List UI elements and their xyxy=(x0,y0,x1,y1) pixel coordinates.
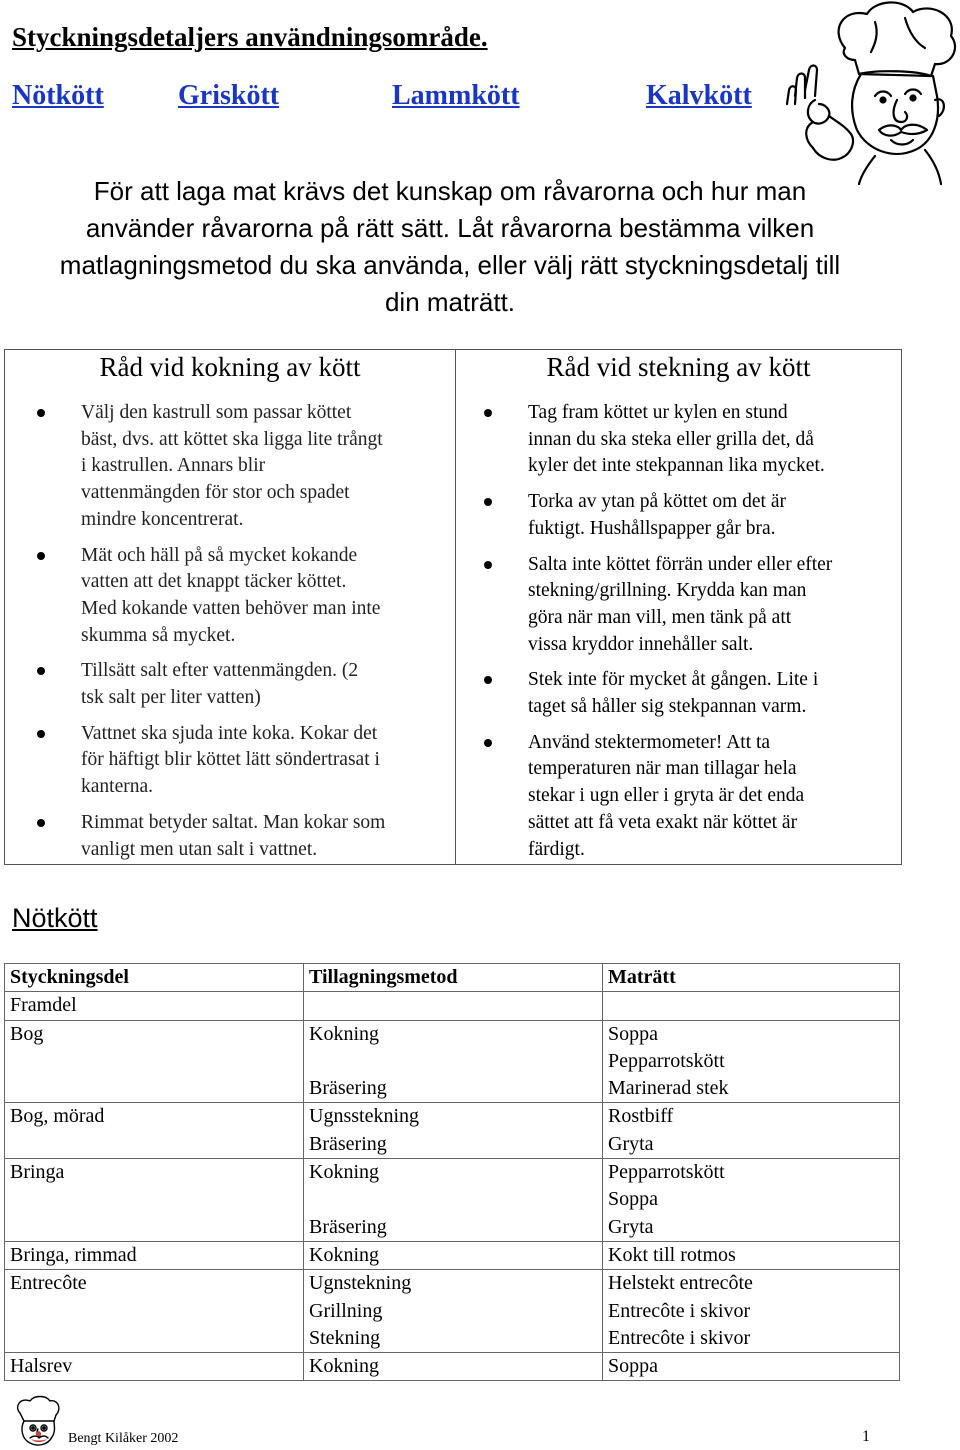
item-line: Välj den kastrull som passar köttet xyxy=(81,402,352,423)
item-line: innan du ska steka eller grilla det, då xyxy=(528,428,814,450)
dish-cell xyxy=(603,1270,900,1353)
method-line: Ugnsstekning xyxy=(309,1105,419,1128)
boiling-advice-heading: Råd vid kokning av kött xyxy=(99,352,361,382)
cut-cell: Entrecôte xyxy=(5,1270,304,1353)
page-number: 1 xyxy=(862,1428,870,1445)
bullet-icon xyxy=(484,739,492,747)
cut-cell: Bringa xyxy=(5,1159,304,1242)
bullet-icon xyxy=(37,667,45,675)
item-line: Stek inte för mycket åt gången. Lite i xyxy=(528,669,819,691)
boiling-advice-list xyxy=(81,400,451,872)
cut-cell: Bog xyxy=(5,1020,304,1103)
method-cell xyxy=(304,1020,603,1103)
item-line: Vattnet ska sjuda inte koka. Kokar det xyxy=(81,722,378,744)
table-row xyxy=(5,1159,900,1242)
method-cell xyxy=(304,1353,603,1381)
nav-link-notkott[interactable]: Nötkött xyxy=(12,80,104,111)
item-line: stekar i ugn eller i gryta är det enda xyxy=(528,785,805,807)
item-line: Använd stektermometer! Att ta xyxy=(528,731,771,753)
item-line: Tillsätt salt efter vattenmängden. (2 xyxy=(81,660,359,682)
intro-line: För att laga mat krävs det kunskap om råvarorna och hur man xyxy=(93,176,807,206)
cut-cell: Bringa, rimmad xyxy=(5,1241,304,1269)
list-item xyxy=(528,400,894,480)
item-line: göra när man vill, men tänk på att xyxy=(528,606,792,628)
dish-line: Rostbiff xyxy=(608,1105,674,1128)
method-line: Grillning xyxy=(309,1299,383,1322)
item-line: för häftigt blir köttet lätt söndertrasat i xyxy=(81,749,380,771)
method-cell xyxy=(304,1159,603,1242)
item-line: tsk salt per liter vatten) xyxy=(81,687,261,709)
list-item xyxy=(81,658,451,711)
intro-line: din maträtt. xyxy=(384,287,516,317)
meat-navigation xyxy=(0,80,800,114)
bullet-icon xyxy=(484,498,492,506)
bullet-icon xyxy=(484,561,492,569)
dish-line: Soppa xyxy=(608,1188,658,1211)
bullet-icon xyxy=(484,409,492,417)
bullet-icon xyxy=(37,730,45,738)
table-row xyxy=(5,1270,900,1353)
table-row xyxy=(5,1020,900,1103)
dish-cell xyxy=(603,1103,900,1159)
item-line: Tag fram köttet ur kylen en stund xyxy=(528,402,788,423)
table-row xyxy=(5,1103,900,1159)
intro-paragraph xyxy=(15,173,885,321)
dish-line: Pepparrotskött xyxy=(608,1049,725,1072)
table-row xyxy=(5,992,900,1020)
item-line: temperaturen när man tillagar hela xyxy=(528,758,797,780)
bullet-icon xyxy=(484,676,492,684)
dish-line: Pepparrotskött xyxy=(608,1161,725,1184)
dish-line: Gryta xyxy=(608,1215,654,1238)
item-line: Mät och häll på så mycket kokande xyxy=(81,544,358,566)
table-row xyxy=(5,1241,900,1269)
method-line: Kokning xyxy=(309,1243,379,1266)
column-header: Styckningsdel xyxy=(5,964,304,992)
method-line xyxy=(309,992,602,1019)
method-line: Stekning xyxy=(309,1326,381,1349)
dish-line xyxy=(608,992,899,1019)
item-line: vanligt men utan salt i vattnet. xyxy=(81,838,318,860)
dish-cell xyxy=(603,1020,900,1103)
intro-line: matlagningsmetod du ska använda, eller välj rätt styckningsdetalj till xyxy=(59,250,841,280)
method-line xyxy=(309,1048,602,1075)
dish-cell xyxy=(603,1241,900,1269)
chef-okay-icon xyxy=(775,0,960,185)
method-line: Bräsering xyxy=(309,1215,387,1238)
method-cell xyxy=(304,1241,603,1269)
dish-line: Entrecôte i skivor xyxy=(608,1299,751,1322)
boiling-advice-column xyxy=(5,350,456,864)
page-title: Styckningsdetaljers användningsområde. xyxy=(12,22,488,52)
method-line: Ugnstekning xyxy=(309,1272,412,1295)
list-item xyxy=(81,400,451,534)
method-line: Bräsering xyxy=(309,1132,387,1155)
item-line: färdigt. xyxy=(528,838,585,860)
item-line: Rimmat betyder saltat. Man kokar som xyxy=(81,811,386,833)
method-cell xyxy=(304,992,603,1020)
column-header: Maträtt xyxy=(603,964,900,992)
dish-line: Soppa xyxy=(608,1022,658,1045)
dish-line: Marinerad stek xyxy=(608,1077,729,1100)
method-line: Kokning xyxy=(309,1355,379,1378)
dish-cell xyxy=(603,992,900,1020)
nav-link-lammkott[interactable]: Lammkött xyxy=(392,80,520,111)
item-line: mindre koncentrerat. xyxy=(81,508,244,530)
dish-cell xyxy=(603,1159,900,1242)
dish-line: Gryta xyxy=(608,1132,654,1155)
nav-link-kalvkott[interactable]: Kalvkött xyxy=(646,80,752,111)
cut-cell: Framdel xyxy=(5,992,304,1020)
bullet-icon xyxy=(37,819,45,827)
item-line: skumma så mycket. xyxy=(81,624,236,646)
method-line: Bräsering xyxy=(309,1077,387,1100)
item-line: fuktigt. Hushållspapper går bra. xyxy=(528,517,776,539)
item-line: vattenmängden för stor och spadet xyxy=(81,482,350,504)
list-item xyxy=(81,721,451,801)
frying-advice-list xyxy=(528,400,894,872)
nav-link-griskott[interactable]: Griskött xyxy=(178,80,280,111)
method-line: Kokning xyxy=(309,1161,379,1184)
dish-line: Kokt till rotmos xyxy=(608,1243,736,1266)
item-line: taget så håller sig stekpannan varm. xyxy=(528,696,807,718)
dish-line: Helstekt entrecôte xyxy=(608,1272,753,1295)
item-line: Salta inte köttet förrän under eller efter xyxy=(528,553,833,575)
cut-cell: Bog, mörad xyxy=(5,1103,304,1159)
frying-advice-column xyxy=(456,350,901,864)
table-header-row xyxy=(5,964,900,992)
bullet-icon xyxy=(37,552,45,560)
list-item xyxy=(528,489,894,542)
chef-face-icon xyxy=(6,1395,66,1450)
item-line: kanterna. xyxy=(81,776,154,798)
dish-cell xyxy=(603,1353,900,1381)
table-row xyxy=(5,1353,900,1381)
item-line: vatten att det knappt täcker köttet. xyxy=(81,571,347,593)
item-line: sättet att få veta exakt när köttet är xyxy=(528,811,798,833)
list-item xyxy=(81,810,451,863)
method-line xyxy=(309,1186,602,1213)
method-cell xyxy=(304,1270,603,1353)
item-line: Torka av ytan på köttet om det är xyxy=(528,491,787,513)
cut-cell: Halsrev xyxy=(5,1353,304,1381)
dish-line: Entrecôte i skivor xyxy=(608,1326,751,1349)
bullet-icon xyxy=(37,409,45,417)
dish-line: Soppa xyxy=(608,1355,658,1378)
section-heading-notkott: Nötkött xyxy=(12,903,98,933)
item-line: Med kokande vatten behöver man inte xyxy=(81,597,381,619)
item-line: bäst, dvs. att köttet ska ligga lite trångt xyxy=(81,428,383,450)
item-line: i kastrullen. Annars blir xyxy=(81,455,266,477)
list-item xyxy=(528,667,894,720)
item-line: stekning/grillning. Krydda kan man xyxy=(528,580,807,602)
advice-table xyxy=(4,349,902,865)
item-line: vissa kryddor innehåller salt. xyxy=(528,633,754,655)
method-line: Kokning xyxy=(309,1022,379,1045)
footer-author: Bengt Kilåker 2002 xyxy=(68,1431,179,1446)
list-item xyxy=(81,543,451,650)
column-header: Tillagningsmetod xyxy=(304,964,603,992)
list-item xyxy=(528,552,894,659)
cuts-table xyxy=(4,963,900,1381)
frying-advice-heading: Råd vid stekning av kött xyxy=(546,352,811,382)
item-line: kyler det inte stekpannan lika mycket. xyxy=(528,455,825,477)
intro-line: använder råvarorna på rätt sätt. Låt råvarorna bestämma vilken xyxy=(85,213,815,243)
list-item xyxy=(528,730,894,864)
method-cell xyxy=(304,1103,603,1159)
